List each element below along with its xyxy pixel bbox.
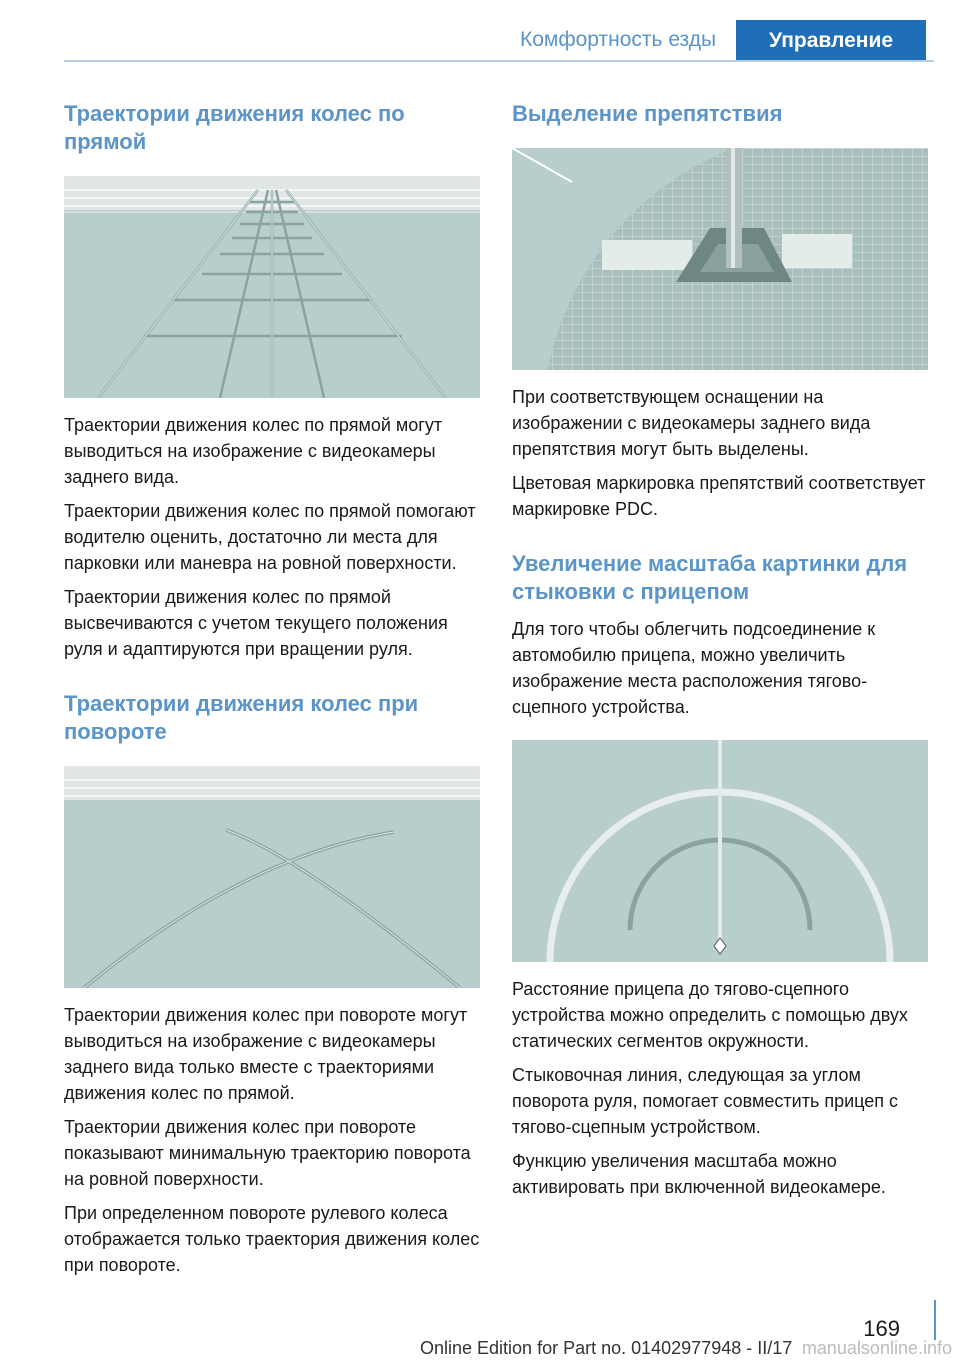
paragraph-turning-2: Траектории движения колес при повороте показывают минимальную траекторию поворота на ровной поверхности. xyxy=(64,1117,471,1189)
paragraph-straight-3: Траектории движения колес по прямой высвечиваются с учетом текущего положения руля и адаптируются при вращении руля. xyxy=(64,587,448,659)
figure-trailer-zoom xyxy=(512,740,928,962)
footer-watermark: manualsonline.info xyxy=(801,1338,952,1358)
paragraph-trailer-3: Стыковочная линия, следующая за углом поворота руля, помогает совместить прицеп с тягово-сцепным устройством. xyxy=(512,1065,899,1137)
heading-obstacle-marking: Выделение препятствия xyxy=(512,101,783,126)
figure-straight-paths xyxy=(64,176,480,398)
paragraph-trailer-4: Функцию увеличения масштаба можно активировать при включенной видеокамере. xyxy=(512,1151,886,1197)
page-number: 169 xyxy=(863,1316,900,1341)
heading-straight-paths: Траектории движения колес по прямой xyxy=(64,101,405,154)
header-divider xyxy=(64,60,934,62)
paragraph-straight-2: Траектории движения колес по прямой помогают водителю оценить, достаточно ли места для парковки или маневра на ровной поверхности. xyxy=(64,501,476,573)
paragraph-trailer-1: Для того чтобы облегчить подсоединение к автомобилю прицепа, можно увеличить изображение места расположения тягово-сцепного устройства. xyxy=(512,619,876,717)
paragraph-straight-1: Траектории движения колес по прямой могут выводиться на изображение с видеокамеры заднего вида. xyxy=(64,415,443,487)
figure-turning-paths xyxy=(64,766,480,988)
right-column xyxy=(512,100,930,1208)
paragraph-obstacle-2: Цветовая маркировка препятствий соответствует маркировке PDC. xyxy=(512,473,926,519)
left-column xyxy=(64,100,482,1286)
paragraph-turning-3: При определенном повороте рулевого колеса отображается только траектория движения колес при повороте. xyxy=(64,1203,480,1275)
paragraph-turning-1: Траектории движения колес при повороте могут выводиться на изображение с видеокамеры заднего вида только вместе с траекториями движения колес по прямой. xyxy=(64,1005,468,1103)
paragraph-obstacle-1: При соответствующем оснащении на изображении с видеокамеры заднего вида препятствия могут быть выделены. xyxy=(512,387,871,459)
header-section-title: Комфортность езды xyxy=(520,28,717,51)
heading-trailer-zoom: Увеличение масштаба картинки для стыковки с прицепом xyxy=(512,551,908,604)
footer-edition: Online Edition for Part no. 01402977948 - II/17 xyxy=(420,1338,793,1358)
heading-turning-paths: Траектории движения колес при повороте xyxy=(64,691,419,744)
paragraph-trailer-2: Расстояние прицепа до тягово-сцепного устройства можно определить с помощью двух статических сегментов окружности. xyxy=(512,979,908,1051)
figure-obstacle-marking xyxy=(512,148,928,370)
footer-divider xyxy=(934,1300,936,1340)
header-chapter-tab: Управление xyxy=(736,20,926,62)
